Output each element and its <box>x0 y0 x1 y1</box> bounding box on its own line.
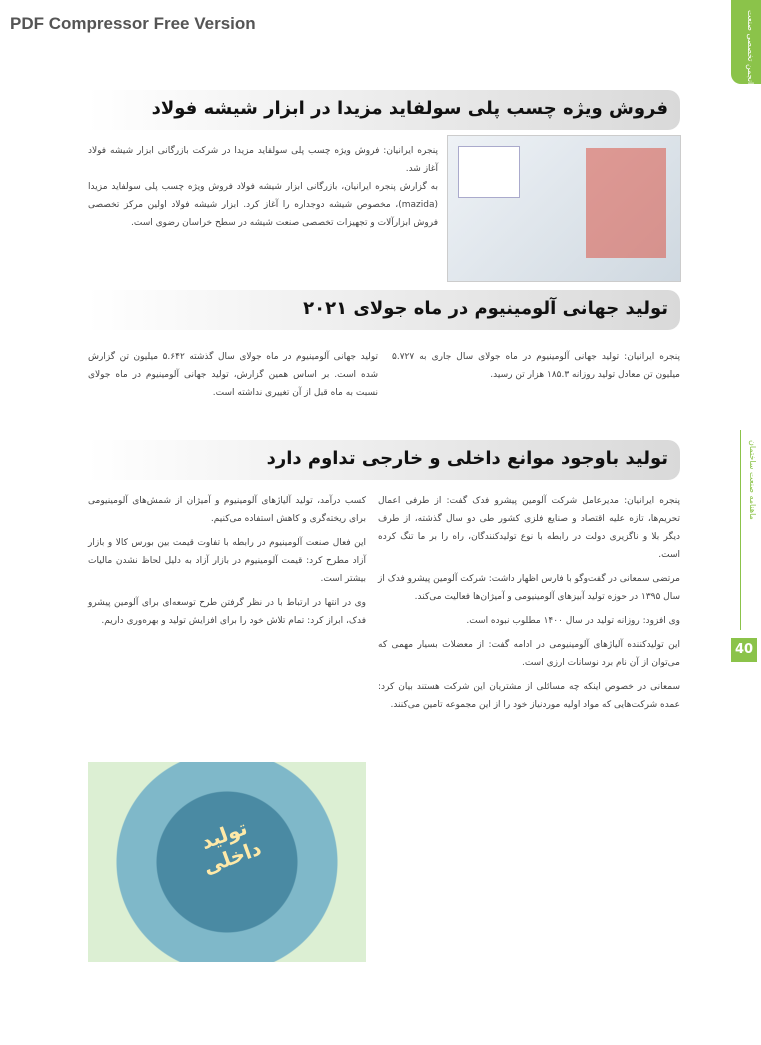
article-2-col-left: تولید جهانی آلومینیوم در ماه جولای سال گذشته ۵.۶۴۲ میلیون تن گزارش شده است. بر اساس همین گزارش، تولید جهانی آلومینیوم در ماه جولای نسبت به ماه قبل از آن تغییری نداشته است. <box>88 352 379 398</box>
article-3-header <box>88 440 680 480</box>
article-1-body <box>88 142 438 232</box>
article-3-r-para-3: وی افزود: روزانه تولید در سال ۱۴۰۰ مطلوب نبوده است. <box>466 616 680 626</box>
article-3-col-right <box>378 492 680 720</box>
article-2-header <box>88 290 680 330</box>
tab-label: انجمن تخصصی صنعت <box>746 10 755 85</box>
sidebar-divider <box>740 430 741 630</box>
article-3-r-para-5: سمعانی در خصوص اینکه چه مسائلی از مشتریان این شرکت هستند بیان کرد: عمده شرکت‌هایی که مواد اولیه موردنیاز خود را از این مجموعه تامین می‌کنند. <box>378 682 680 710</box>
page-number: 40 <box>731 638 757 662</box>
article-3-col-left <box>88 492 366 636</box>
product-package <box>586 148 666 258</box>
side-label: ماهنامه صنعت ساختمان <box>748 440 757 520</box>
article-3-title: تولید باوجود موانع داخلی و خارجی تداوم دارد <box>266 448 668 469</box>
brand-logo <box>458 146 520 198</box>
article-1-title: فروش ویژه چسب پلی سولفاید مزیدا در ابزار شیشه فولاد <box>151 98 668 119</box>
article-3-l-para-2: این فعال صنعت آلومینیوم در رابطه با تفاوت قیمت بین بورس کالا و بازار آزاد مطرح کرد: قیمت آلومینیوم در بازار آزاد به دلیل لحاظ نشدن مالیات بیشتر است. <box>88 538 366 584</box>
article-3-l-para-3: وی در انتها در ارتباط با در نظر گرفتن طرح توسعه‌ای برای آلومین پیشرو فدک، ابراز کرد: تمام تلاش خود را برای افزایش تولید و بهره‌وری داریم. <box>88 598 366 626</box>
article-3-r-para-4: این تولیدکننده آلیاژهای آلومینیومی در ادامه گفت: از معضلات بسیار مهمی که می‌توان از آن نام برد نوسانات ارزی است. <box>378 640 680 668</box>
watermark: PDF Compressor Free Version <box>10 14 256 33</box>
article-1-para-2: به گزارش پنجره ایرانیان، بازرگانی ابزار شیشه فولاد فروش ویژه چسب پلی سولفاید مزیدا (mazida)، مخصوص شیشه دوجداره را آغاز کرد. ابزار شیشه فولاد اولین مرکز تخصصی فروش ابزارآلات و تجهیزات تخصصی صنعت شیشه در سطح خراسان رضوی است. <box>88 182 438 228</box>
article-3-r-para-2: مرتضی سمعانی در گفت‌وگو با فارس اظهار داشت: شرکت آلومین پیشرو فدک از سال ۱۳۹۵ در حوزه تولید آبیزهای آلومینیومی و آمیژان‌ها فعالیت می‌کند. <box>378 574 680 602</box>
article-3-r-para-1: پنجره ایرانیان: مدیرعامل شرکت آلومین پیشرو فدک گفت: از طرفی اعمال تحریم‌ها، تازه علیه اقتصاد و صنایع فلزی کشور طی دو سال گذشته، از طرف دیگر بلا و ناگزیری دولت در رابطه با نوع تولیدکنندگان، راه را بر ما تنگ کرده است. <box>378 496 680 560</box>
product-photo <box>447 135 681 282</box>
gear-illustration <box>88 762 366 962</box>
article-2-title: تولید جهانی آلومینیوم در ماه جولای ۲۰۲۱ <box>303 298 668 319</box>
article-1-para-1: پنجره ایرانیان: فروش ویژه چسب پلی سولفاید مزیدا در شرکت بازرگانی ابزار شیشه فولاد آغاز شد. <box>88 146 438 174</box>
article-3-l-para-1: کسب درآمد، تولید آلیاژهای آلومینیوم و آمیژان از شمش‌های آلومینیومی برای ریخته‌گری و کاهش استفاده می‌کنیم. <box>88 496 366 524</box>
article-1-header <box>88 90 680 130</box>
article-2-col-right: پنجره ایرانیان: تولید جهانی آلومینیوم در ماه جولای سال جاری به ۵.۷۲۷ میلیون تن معادل تولید روزانه ۱۸۵.۳ هزار تن رسید. <box>392 352 680 380</box>
gear-label: تولید داخلی <box>197 815 265 879</box>
